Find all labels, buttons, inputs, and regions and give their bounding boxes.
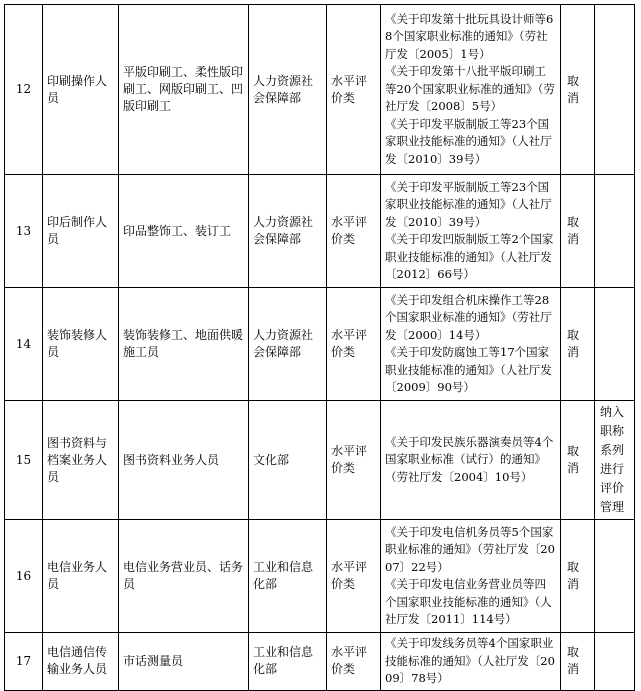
occupations-cell: 装饰装修工、地面供暖施工员 xyxy=(119,288,249,401)
occupations-cell: 市话测量员 xyxy=(119,633,249,691)
table-row xyxy=(5,288,635,401)
department-cell: 人力资源社会保障部 xyxy=(249,5,327,175)
row-number: 17 xyxy=(5,633,43,691)
row-number: 13 xyxy=(5,175,43,288)
table-row xyxy=(5,633,635,691)
status-cell: 取消 xyxy=(561,520,595,633)
reference-text: 《关于印发凹版制版工等2个国家职业技能标准的通知》（人社厅发〔2012〕66号） xyxy=(385,232,554,281)
category-cell: 电信业务人员 xyxy=(43,520,119,633)
row-number: 12 xyxy=(5,5,43,175)
table-row xyxy=(5,175,635,288)
status-cell: 取消 xyxy=(561,633,595,691)
occupations-cell: 印品整饰工、装订工 xyxy=(119,175,249,288)
department-cell: 人力资源社会保障部 xyxy=(249,288,327,401)
row-number: 14 xyxy=(5,288,43,401)
references-cell xyxy=(381,5,561,175)
table-row xyxy=(5,520,635,633)
department-cell: 工业和信息化部 xyxy=(249,520,327,633)
reference-text: 《关于印发民族乐器演奏员等4个国家职业标准（试行）的通知》（劳社厅发〔2004〕10号） xyxy=(385,434,554,484)
evaluation-cell: 水平评价类 xyxy=(327,633,381,691)
reference-text: 《关于印发第十批玩具设计师等68个国家职业标准的通知》（劳社厅发〔2005〕1号） xyxy=(385,11,554,61)
evaluation-cell: 水平评价类 xyxy=(327,520,381,633)
occupation-table xyxy=(4,4,635,691)
reference-text: 《关于印发平版制版工等23个国家职业技能标准的通知》（人社厅发〔2010〕39号） xyxy=(385,179,552,229)
row-number: 16 xyxy=(5,520,43,633)
category-cell: 装饰装修人员 xyxy=(43,288,119,401)
category-cell: 印后制作人员 xyxy=(43,175,119,288)
department-cell: 工业和信息化部 xyxy=(249,633,327,691)
references-cell xyxy=(381,633,561,691)
note-cell xyxy=(595,633,635,691)
reference-text: 《关于印发第十八批平版印刷工等20个国家职业标准的通知》（劳社厅发〔2008〕5号） xyxy=(385,64,555,114)
status-cell: 取消 xyxy=(561,288,595,401)
status-cell: 取消 xyxy=(561,5,595,175)
occupations-cell: 图书资料业务人员 xyxy=(119,401,249,520)
note-cell xyxy=(595,5,635,175)
references-cell xyxy=(381,288,561,401)
table-row xyxy=(5,401,635,520)
occupations-cell: 平版印刷工、柔性版印刷工、网版印刷工、凹版印刷工 xyxy=(119,5,249,175)
evaluation-cell: 水平评价类 xyxy=(327,401,381,520)
evaluation-cell: 水平评价类 xyxy=(327,5,381,175)
reference-text: 《关于印发电信机务员等5个国家职业标准的通知》（劳社厅发〔2007〕22号） xyxy=(385,524,555,574)
note-cell xyxy=(595,288,635,401)
occupations-cell: 电信业务营业员、话务员 xyxy=(119,520,249,633)
reference-text: 《关于印发电信业务营业员等四个国家职业技能标准的通知》（人社厅发〔2011〕114号） xyxy=(385,577,552,626)
note-cell: 纳入职称系列进行评价管理 xyxy=(595,401,635,520)
reference-text: 《关于印发防腐蚀工等17个国家职业技能标准的通知》（人社厅发〔2009〕90号） xyxy=(385,345,552,394)
evaluation-cell: 水平评价类 xyxy=(327,175,381,288)
status-cell: 取消 xyxy=(561,175,595,288)
reference-text: 《关于印发线务员等4个国家职业技能标准的通知》（人社厅发〔2009〕78号） xyxy=(385,636,555,685)
reference-text: 《关于印发组合机床操作工等28个国家职业标准的通知》（劳社厅发〔2000〕14号） xyxy=(385,292,552,342)
status-cell: 取消 xyxy=(561,401,595,520)
table-row xyxy=(5,5,635,175)
category-cell: 电信通信传输业务人员 xyxy=(43,633,119,691)
row-number: 15 xyxy=(5,401,43,520)
references-cell xyxy=(381,401,561,520)
department-cell: 文化部 xyxy=(249,401,327,520)
reference-text: 《关于印发平版制版工等23个国家职业技能标准的通知》（人社厅发〔2010〕39号） xyxy=(385,116,552,166)
references-cell xyxy=(381,175,561,288)
evaluation-cell: 水平评价类 xyxy=(327,288,381,401)
references-cell xyxy=(381,520,561,633)
note-cell xyxy=(595,175,635,288)
category-cell: 印刷操作人员 xyxy=(43,5,119,175)
category-cell: 图书资料与档案业务人员 xyxy=(43,401,119,520)
note-cell xyxy=(595,520,635,633)
department-cell: 人力资源社会保障部 xyxy=(249,175,327,288)
